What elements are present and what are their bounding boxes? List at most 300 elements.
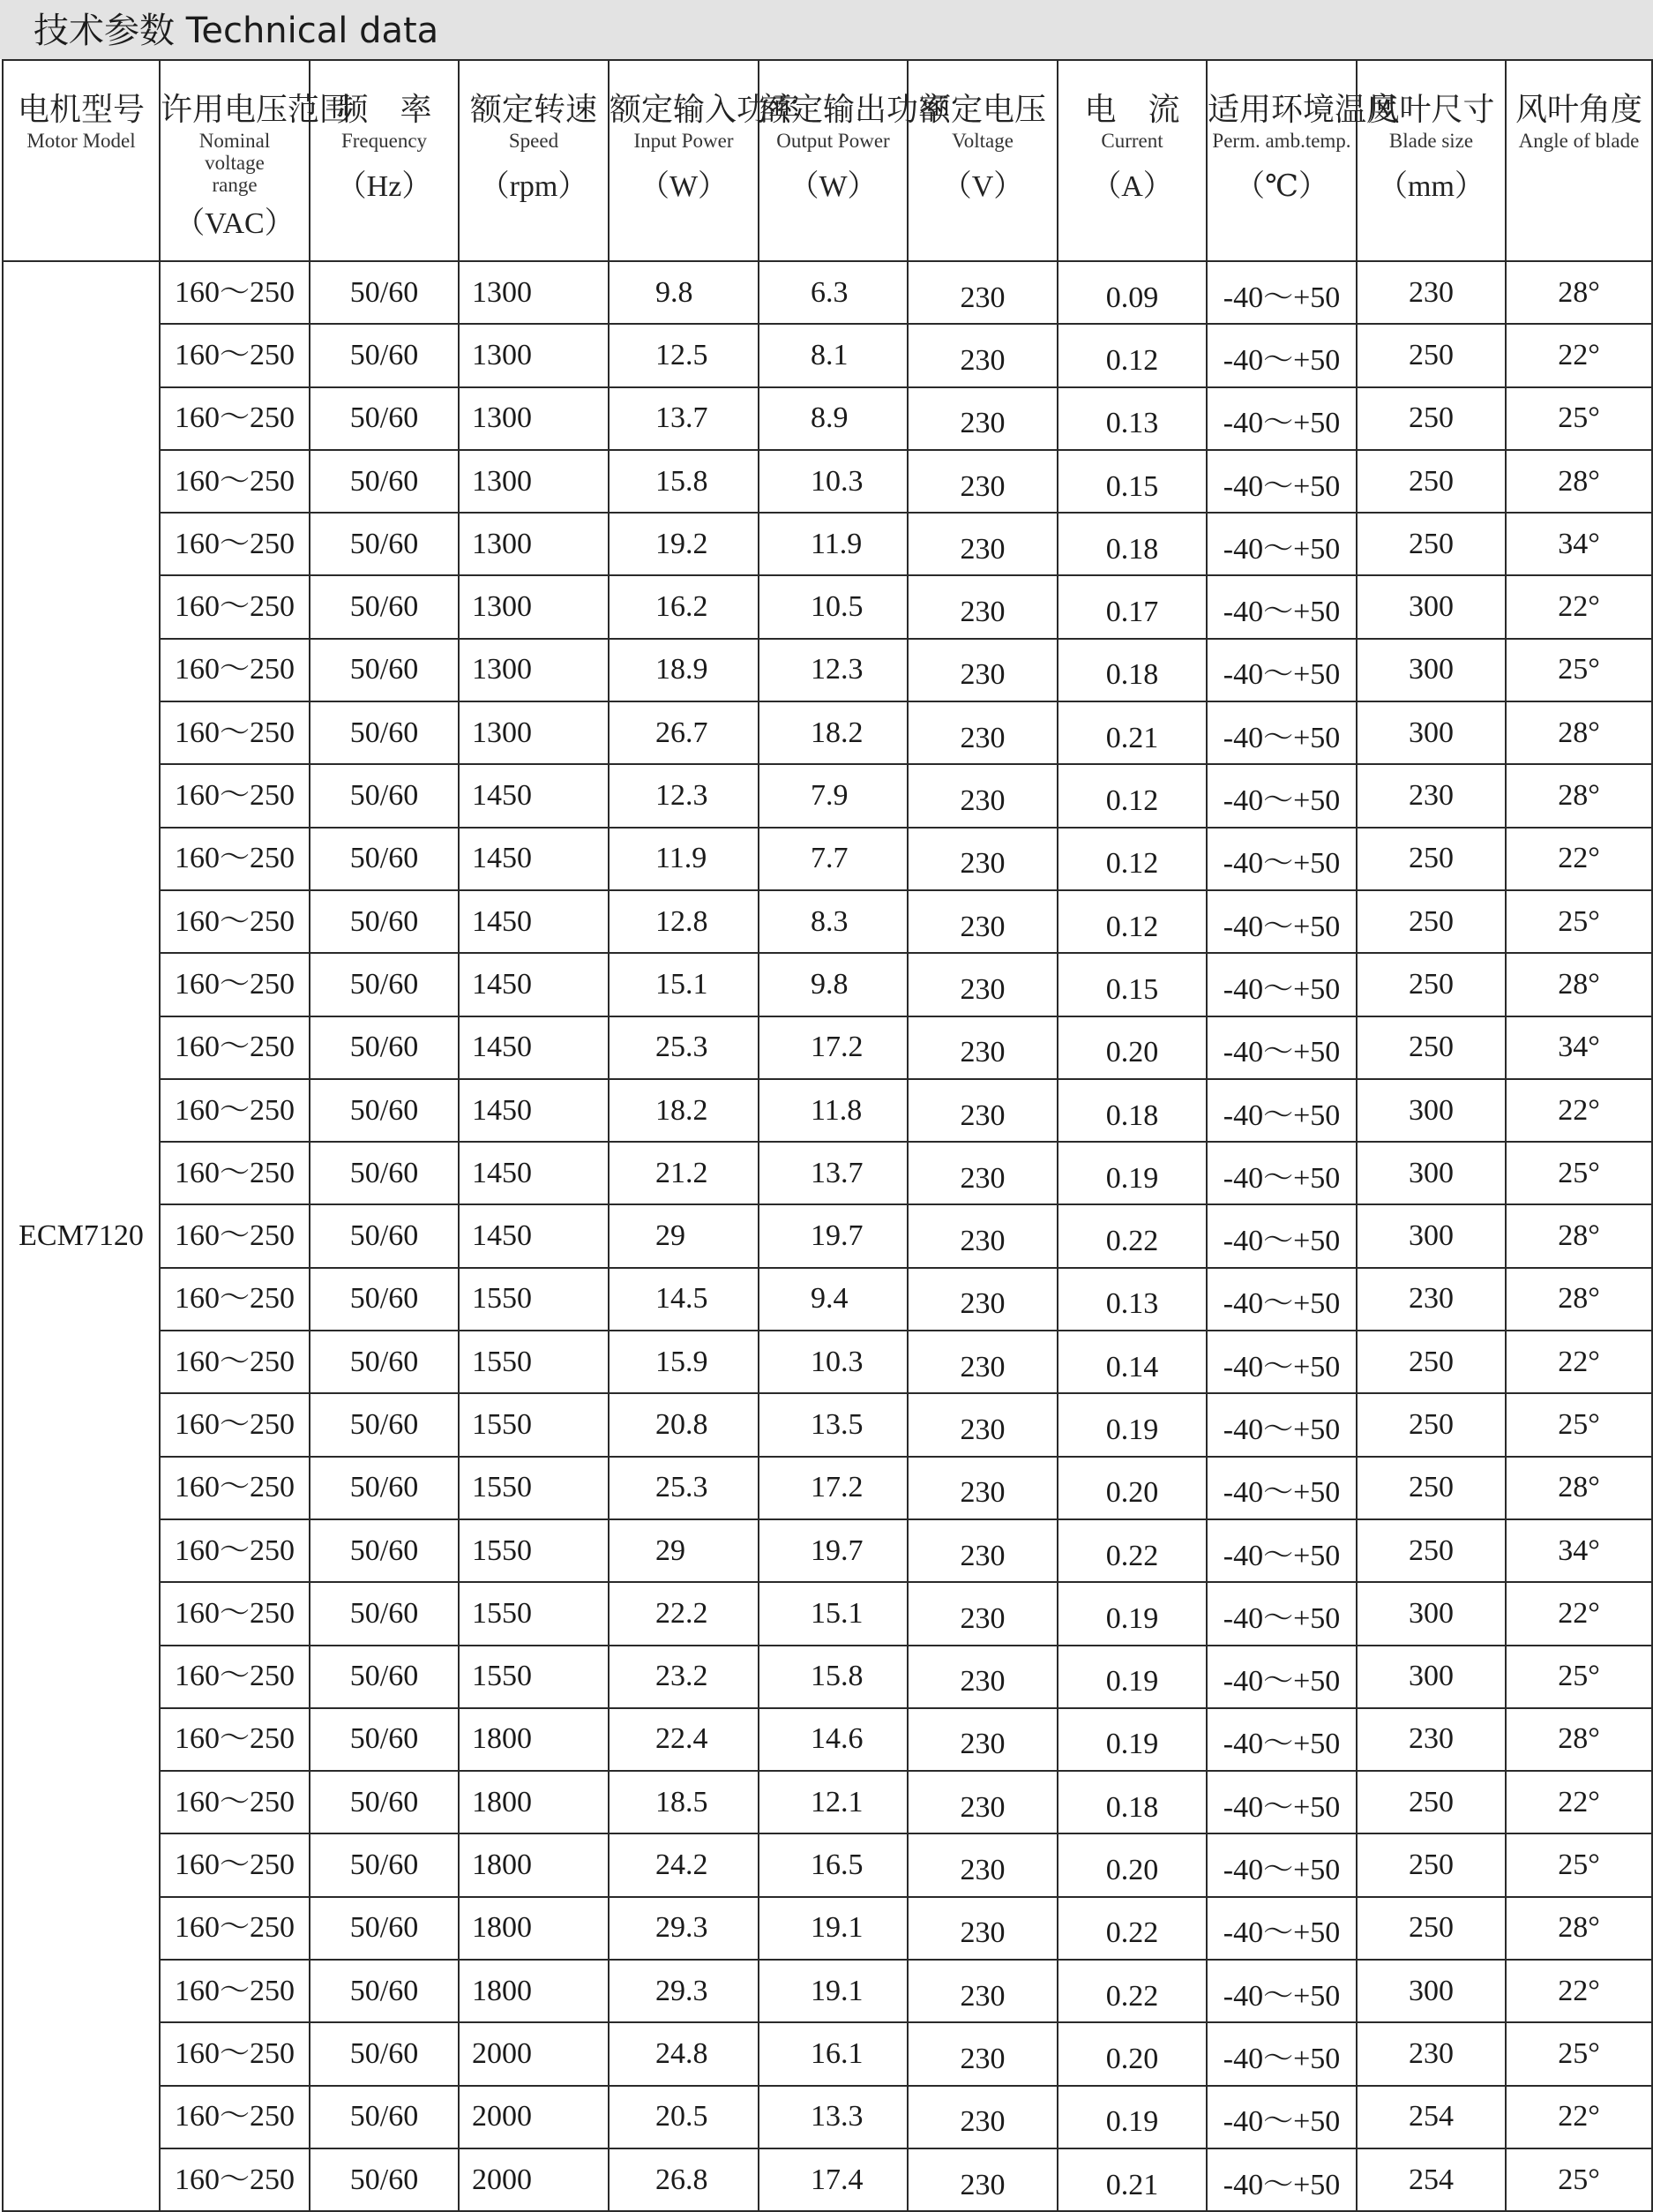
input-power-cell (609, 1771, 759, 1833)
frequency-cell-value: 50/60 (349, 1031, 419, 1064)
blade-size-cell (1357, 1393, 1506, 1456)
frequency-cell-value: 50/60 (349, 1722, 419, 1756)
frequency-cell-value: 50/60 (349, 1660, 419, 1693)
voltage-range-cell (160, 953, 310, 1016)
voltage-range-cell-value: 160～250 (175, 967, 295, 1001)
input-power-cell-value: 20.5 (655, 2100, 708, 2133)
input-power-cell-value: 23.2 (655, 1660, 708, 1693)
table-row (3, 1268, 1652, 1331)
voltage-cell-value: 230 (960, 469, 1006, 503)
frequency-cell-value: 50/60 (349, 779, 419, 813)
blade-angle-cell (1506, 1016, 1652, 1079)
input-power-cell (609, 1457, 759, 1519)
speed-cell-value: 1300 (472, 716, 532, 749)
input-power-cell (609, 1016, 759, 1079)
voltage-range-cell (160, 1582, 310, 1645)
current-cell-value: 0.19 (1105, 2105, 1159, 2139)
blade-size-cell (1357, 1960, 1506, 2022)
blade-size-cell-value: 250 (1409, 1407, 1454, 1441)
speed-cell-value: 1300 (472, 590, 532, 624)
output-power-cell (759, 1331, 908, 1393)
header-unit: （W） (789, 170, 878, 203)
frequency-cell (310, 1331, 459, 1393)
blade-angle-cell (1506, 387, 1652, 450)
header-unit: （℃） (1234, 170, 1329, 203)
output-power-cell-value: 15.8 (811, 1660, 864, 1693)
header-en: Speed (508, 130, 559, 152)
input-power-cell-value: 21.2 (655, 1156, 708, 1189)
blade-size-cell (1357, 513, 1506, 575)
current-cell (1058, 1582, 1207, 1645)
voltage-range-cell (160, 2086, 310, 2148)
current-cell-value: 0.14 (1105, 1350, 1159, 1383)
speed-cell (459, 1646, 609, 1708)
blade-size-cell (1357, 1833, 1506, 1896)
output-power-cell-value: 17.2 (811, 1031, 864, 1064)
output-power-cell-value: 13.5 (811, 1407, 864, 1441)
input-power-cell (609, 324, 759, 386)
output-power-cell-value: 10.5 (811, 590, 864, 624)
current-cell-value: 0.12 (1105, 343, 1159, 377)
frequency-cell-value: 50/60 (349, 1848, 419, 1882)
voltage-range-cell-value: 160～250 (175, 1974, 295, 2007)
blade-angle-cell (1506, 513, 1652, 575)
voltage-cell (908, 1519, 1058, 1582)
current-cell (1058, 513, 1207, 575)
blade-angle-cell-value: 22° (1558, 1596, 1600, 1630)
output-power-cell (759, 2022, 908, 2085)
voltage-range-cell (160, 1457, 310, 1519)
temperature-cell (1207, 1833, 1357, 1896)
blade-size-cell (1357, 828, 1506, 890)
temperature-cell-value: -40～+50 (1223, 972, 1341, 1006)
voltage-range-cell-value: 160～250 (175, 2163, 295, 2196)
speed-cell (459, 1897, 609, 1960)
current-cell (1058, 2022, 1207, 2085)
temperature-cell-value: -40～+50 (1223, 1225, 1341, 1258)
voltage-range-cell-value: 160～250 (175, 1407, 295, 1441)
input-power-cell-value: 18.2 (655, 1093, 708, 1127)
header-cn: 风叶角度 (1515, 92, 1642, 128)
input-power-cell (609, 387, 759, 450)
current-cell (1058, 2086, 1207, 2148)
input-power-cell (609, 890, 759, 953)
frequency-cell (310, 1204, 459, 1267)
temperature-cell-value: -40～+50 (1223, 1350, 1341, 1383)
blade-angle-cell-value: 25° (1558, 1848, 1600, 1882)
input-power-cell-value: 15.9 (655, 1345, 708, 1378)
motor-model-cell: ECM7120 (3, 261, 160, 2211)
output-power-cell-value: 8.9 (811, 401, 849, 435)
frequency-cell (310, 1582, 459, 1645)
speed-cell-value: 1450 (472, 779, 532, 813)
output-power-cell (759, 1708, 908, 1771)
voltage-range-cell-value: 160～250 (175, 1093, 295, 1127)
input-power-cell (609, 1393, 759, 1456)
blade-angle-cell (1506, 1646, 1652, 1708)
speed-cell (459, 890, 609, 953)
frequency-cell-value: 50/60 (349, 653, 419, 686)
frequency-cell (310, 513, 459, 575)
input-power-cell-value: 26.7 (655, 716, 708, 749)
blade-size-cell-value: 300 (1409, 1974, 1454, 2007)
header-blade-angle (1506, 60, 1652, 261)
blade-size-cell (1357, 1331, 1506, 1393)
output-power-cell-value: 16.5 (811, 1848, 864, 1882)
blade-size-cell (1357, 1897, 1506, 1960)
blade-angle-cell-value: 22° (1558, 2100, 1600, 2133)
voltage-range-cell (160, 1142, 310, 1204)
temperature-cell-value: -40～+50 (1223, 1916, 1341, 1950)
input-power-cell-value: 24.2 (655, 1848, 708, 1882)
current-cell-value: 0.09 (1105, 281, 1159, 314)
temperature-cell-value: -40～+50 (1223, 1413, 1341, 1446)
current-cell (1058, 890, 1207, 953)
voltage-cell-value: 230 (960, 1161, 1006, 1195)
frequency-cell (310, 639, 459, 701)
frequency-cell (310, 387, 459, 450)
blade-size-cell (1357, 1708, 1506, 1771)
frequency-cell-value: 50/60 (349, 1282, 419, 1316)
input-power-cell (609, 1079, 759, 1142)
blade-angle-cell-value: 25° (1558, 2163, 1600, 2196)
voltage-cell-value: 230 (960, 1287, 1006, 1321)
header-speed (459, 60, 609, 261)
speed-cell (459, 1457, 609, 1519)
speed-cell-value: 1450 (472, 1031, 532, 1064)
blade-angle-cell (1506, 1204, 1652, 1267)
voltage-cell (908, 1331, 1058, 1393)
blade-angle-cell (1506, 1331, 1652, 1393)
current-cell-value: 0.20 (1105, 2042, 1159, 2075)
blade-angle-cell (1506, 261, 1652, 324)
voltage-cell-value: 230 (960, 721, 1006, 754)
current-cell (1058, 1519, 1207, 1582)
output-power-cell (759, 1833, 908, 1896)
blade-angle-cell (1506, 953, 1652, 1016)
voltage-range-cell-value: 160～250 (175, 1660, 295, 1693)
header-cn: 频 率 (336, 92, 432, 128)
frequency-cell-value: 50/60 (349, 2036, 419, 2070)
blade-angle-cell-value: 25° (1558, 1407, 1600, 1441)
blade-angle-cell (1506, 890, 1652, 953)
voltage-range-cell-value: 160～250 (175, 1785, 295, 1818)
input-power-cell-value: 24.8 (655, 2036, 708, 2070)
header-unit: （W） (639, 170, 729, 203)
temperature-cell-value: -40～+50 (1223, 2105, 1341, 2139)
current-cell (1058, 1960, 1207, 2022)
voltage-cell-value: 230 (960, 532, 1006, 566)
speed-cell-value: 1300 (472, 401, 532, 435)
output-power-cell-value: 13.3 (811, 2100, 864, 2133)
temperature-cell-value: -40～+50 (1223, 1476, 1341, 1510)
frequency-cell-value: 50/60 (349, 904, 419, 938)
current-cell-value: 0.21 (1105, 721, 1159, 754)
blade-angle-cell-value: 28° (1558, 1282, 1600, 1316)
header-input-power (609, 60, 801, 261)
blade-size-cell-value: 230 (1409, 2036, 1454, 2070)
output-power-cell (759, 1771, 908, 1833)
speed-cell (459, 953, 609, 1016)
blade-angle-cell-value: 28° (1558, 1722, 1600, 1756)
speed-cell-value: 1450 (472, 967, 532, 1001)
blade-size-cell (1357, 450, 1506, 513)
output-power-cell (759, 575, 908, 638)
voltage-range-cell-value: 160～250 (175, 2100, 295, 2133)
voltage-cell-value: 230 (960, 2168, 1006, 2201)
temperature-cell-value: -40～+50 (1223, 532, 1341, 566)
input-power-cell-value: 15.8 (655, 464, 708, 498)
voltage-range-cell-value: 160～250 (175, 1282, 295, 1316)
temperature-cell-value: -40～+50 (1223, 1539, 1341, 1572)
voltage-cell-value: 230 (960, 658, 1006, 692)
output-power-cell-value: 18.2 (811, 716, 864, 749)
speed-cell (459, 1142, 609, 1204)
voltage-cell (908, 1708, 1058, 1771)
current-cell (1058, 1331, 1207, 1393)
blade-angle-cell-value: 34° (1558, 1031, 1600, 1064)
table-row (3, 1457, 1652, 1519)
header-unit: （Hz） (336, 170, 432, 203)
blade-angle-cell-value: 28° (1558, 1219, 1600, 1253)
table-row (3, 890, 1652, 953)
input-power-cell (609, 450, 759, 513)
output-power-cell-value: 10.3 (811, 464, 864, 498)
blade-size-cell-value: 250 (1409, 1533, 1454, 1567)
input-power-cell (609, 828, 759, 890)
voltage-range-cell (160, 1771, 310, 1833)
header-voltage-range (160, 60, 352, 261)
voltage-range-cell-value: 160～250 (175, 842, 295, 875)
current-cell (1058, 764, 1207, 827)
frequency-cell-value: 50/60 (349, 275, 419, 309)
voltage-range-cell (160, 1833, 310, 1896)
blade-angle-cell-value: 34° (1558, 527, 1600, 560)
input-power-cell-value: 20.8 (655, 1407, 708, 1441)
header-unit: （rpm） (479, 170, 588, 203)
frequency-cell-value: 50/60 (349, 338, 419, 371)
voltage-range-cell (160, 1204, 310, 1267)
voltage-range-cell-value: 160～250 (175, 1596, 295, 1630)
blade-angle-cell (1506, 639, 1652, 701)
voltage-cell (908, 1393, 1058, 1456)
blade-angle-cell-value: 28° (1558, 716, 1600, 749)
blade-size-cell-value: 250 (1409, 1848, 1454, 1882)
blade-angle-cell-value: 22° (1558, 1093, 1600, 1127)
speed-cell (459, 2022, 609, 2085)
frequency-cell-value: 50/60 (349, 1156, 419, 1189)
current-cell-value: 0.13 (1105, 407, 1159, 440)
temperature-cell (1207, 450, 1357, 513)
header-unit: （V） (941, 170, 1024, 203)
temperature-cell (1207, 1142, 1357, 1204)
speed-cell (459, 828, 609, 890)
speed-cell-value: 1300 (472, 464, 532, 498)
table-row (3, 1960, 1652, 2022)
blade-size-cell-value: 300 (1409, 716, 1454, 749)
current-cell-value: 0.18 (1105, 1790, 1159, 1824)
blade-size-cell (1357, 1079, 1506, 1142)
output-power-cell (759, 1079, 908, 1142)
table-row (3, 324, 1652, 386)
table-row (3, 1646, 1652, 1708)
temperature-cell (1207, 1268, 1357, 1331)
output-power-cell (759, 1204, 908, 1267)
blade-angle-cell-value: 28° (1558, 779, 1600, 813)
table-row (3, 1771, 1652, 1833)
output-power-cell-value: 8.1 (811, 338, 849, 371)
temperature-cell (1207, 575, 1357, 638)
temperature-cell (1207, 1016, 1357, 1079)
frequency-cell-value: 50/60 (349, 1596, 419, 1630)
voltage-cell (908, 1204, 1058, 1267)
table-row (3, 387, 1652, 450)
header-cn: 额定输出功率 (759, 92, 951, 128)
voltage-cell (908, 1079, 1058, 1142)
voltage-range-cell (160, 764, 310, 827)
output-power-cell (759, 1393, 908, 1456)
speed-cell (459, 1582, 609, 1645)
blade-size-cell-value: 250 (1409, 904, 1454, 938)
temperature-cell (1207, 701, 1357, 764)
input-power-cell (609, 575, 759, 638)
voltage-range-cell (160, 2148, 310, 2211)
voltage-cell-value: 230 (960, 1790, 1006, 1824)
current-cell (1058, 450, 1207, 513)
output-power-cell-value: 17.4 (811, 2163, 864, 2196)
voltage-range-cell-value: 160～250 (175, 1722, 295, 1756)
output-power-cell-value: 8.3 (811, 904, 849, 938)
header-unit: （mm） (1378, 170, 1485, 203)
blade-size-cell-value: 250 (1409, 527, 1454, 560)
table-row (3, 575, 1652, 638)
speed-cell (459, 1519, 609, 1582)
voltage-cell (908, 890, 1058, 953)
frequency-cell-value: 50/60 (349, 1974, 419, 2007)
output-power-cell-value: 19.1 (811, 1974, 864, 2007)
blade-angle-cell-value: 25° (1558, 1660, 1600, 1693)
table-row (3, 1897, 1652, 1960)
header-temperature (1207, 60, 1399, 261)
temperature-cell (1207, 261, 1357, 324)
blade-angle-cell-value: 34° (1558, 1533, 1600, 1567)
voltage-range-cell (160, 2022, 310, 2085)
blade-size-cell-value: 250 (1409, 338, 1454, 371)
blade-angle-cell (1506, 1833, 1652, 1896)
output-power-cell (759, 764, 908, 827)
current-cell-value: 0.19 (1105, 1728, 1159, 1761)
voltage-range-cell (160, 1016, 310, 1079)
table-row (3, 1833, 1652, 1896)
blade-angle-cell-value: 22° (1558, 338, 1600, 371)
speed-cell (459, 1960, 609, 2022)
technical-data-table (2, 59, 1653, 2212)
current-cell-value: 0.22 (1105, 1916, 1159, 1950)
speed-cell (459, 1268, 609, 1331)
voltage-range-cell-value: 160～250 (175, 527, 295, 560)
temperature-cell (1207, 828, 1357, 890)
voltage-range-cell (160, 1331, 310, 1393)
header-en: Current (1101, 130, 1163, 152)
frequency-cell (310, 1708, 459, 1771)
speed-cell (459, 450, 609, 513)
current-cell (1058, 261, 1207, 324)
blade-size-cell-value: 250 (1409, 842, 1454, 875)
temperature-cell-value: -40～+50 (1223, 784, 1341, 818)
output-power-cell-value: 16.1 (811, 2036, 864, 2070)
input-power-cell-value: 22.2 (655, 1596, 708, 1630)
speed-cell-value: 1800 (472, 1974, 532, 2007)
output-power-cell-value: 9.4 (811, 1282, 849, 1316)
speed-cell-value: 1550 (472, 1596, 532, 1630)
frequency-cell (310, 1142, 459, 1204)
temperature-cell (1207, 1457, 1357, 1519)
voltage-cell-value: 230 (960, 1350, 1006, 1383)
input-power-cell-value: 25.3 (655, 1471, 708, 1504)
current-cell-value: 0.17 (1105, 596, 1159, 629)
input-power-cell-value: 29 (655, 1219, 685, 1253)
blade-angle-cell (1506, 450, 1652, 513)
temperature-cell (1207, 387, 1357, 450)
frequency-cell-value: 50/60 (349, 401, 419, 435)
table-row (3, 828, 1652, 890)
input-power-cell (609, 1646, 759, 1708)
blade-angle-cell (1506, 324, 1652, 386)
input-power-cell (609, 1519, 759, 1582)
output-power-cell (759, 513, 908, 575)
header-frequency (310, 60, 459, 261)
input-power-cell-value: 9.8 (655, 275, 693, 309)
input-power-cell-value: 18.9 (655, 653, 708, 686)
blade-size-cell (1357, 261, 1506, 324)
frequency-cell (310, 1393, 459, 1456)
blade-angle-cell (1506, 1519, 1652, 1582)
frequency-cell-value: 50/60 (349, 1407, 419, 1441)
header-unit: （VAC） (175, 207, 295, 240)
header-en: Input Power (633, 130, 734, 152)
frequency-cell (310, 1079, 459, 1142)
current-cell (1058, 387, 1207, 450)
table-row (3, 1519, 1652, 1582)
output-power-cell (759, 1897, 908, 1960)
header-output-power (759, 60, 951, 261)
input-power-cell-value: 12.5 (655, 338, 708, 371)
blade-angle-cell-value: 25° (1558, 653, 1600, 686)
frequency-cell (310, 828, 459, 890)
output-power-cell (759, 324, 908, 386)
input-power-cell (609, 1897, 759, 1960)
blade-size-cell (1357, 953, 1506, 1016)
frequency-cell (310, 1519, 459, 1582)
header-en: Voltage (952, 130, 1013, 152)
input-power-cell (609, 2148, 759, 2211)
voltage-range-cell-value: 160～250 (175, 1848, 295, 1882)
blade-size-cell-value: 300 (1409, 1219, 1454, 1253)
frequency-cell (310, 1897, 459, 1960)
voltage-cell (908, 450, 1058, 513)
temperature-cell-value: -40～+50 (1223, 1854, 1341, 1887)
blade-angle-cell (1506, 1393, 1652, 1456)
blade-size-cell (1357, 764, 1506, 827)
output-power-cell (759, 1142, 908, 1204)
output-power-cell (759, 2086, 908, 2148)
current-cell (1058, 1897, 1207, 1960)
voltage-cell (908, 1833, 1058, 1896)
blade-angle-cell-value: 22° (1558, 590, 1600, 624)
voltage-cell (908, 1142, 1058, 1204)
voltage-range-cell (160, 1393, 310, 1456)
table-row (3, 701, 1652, 764)
